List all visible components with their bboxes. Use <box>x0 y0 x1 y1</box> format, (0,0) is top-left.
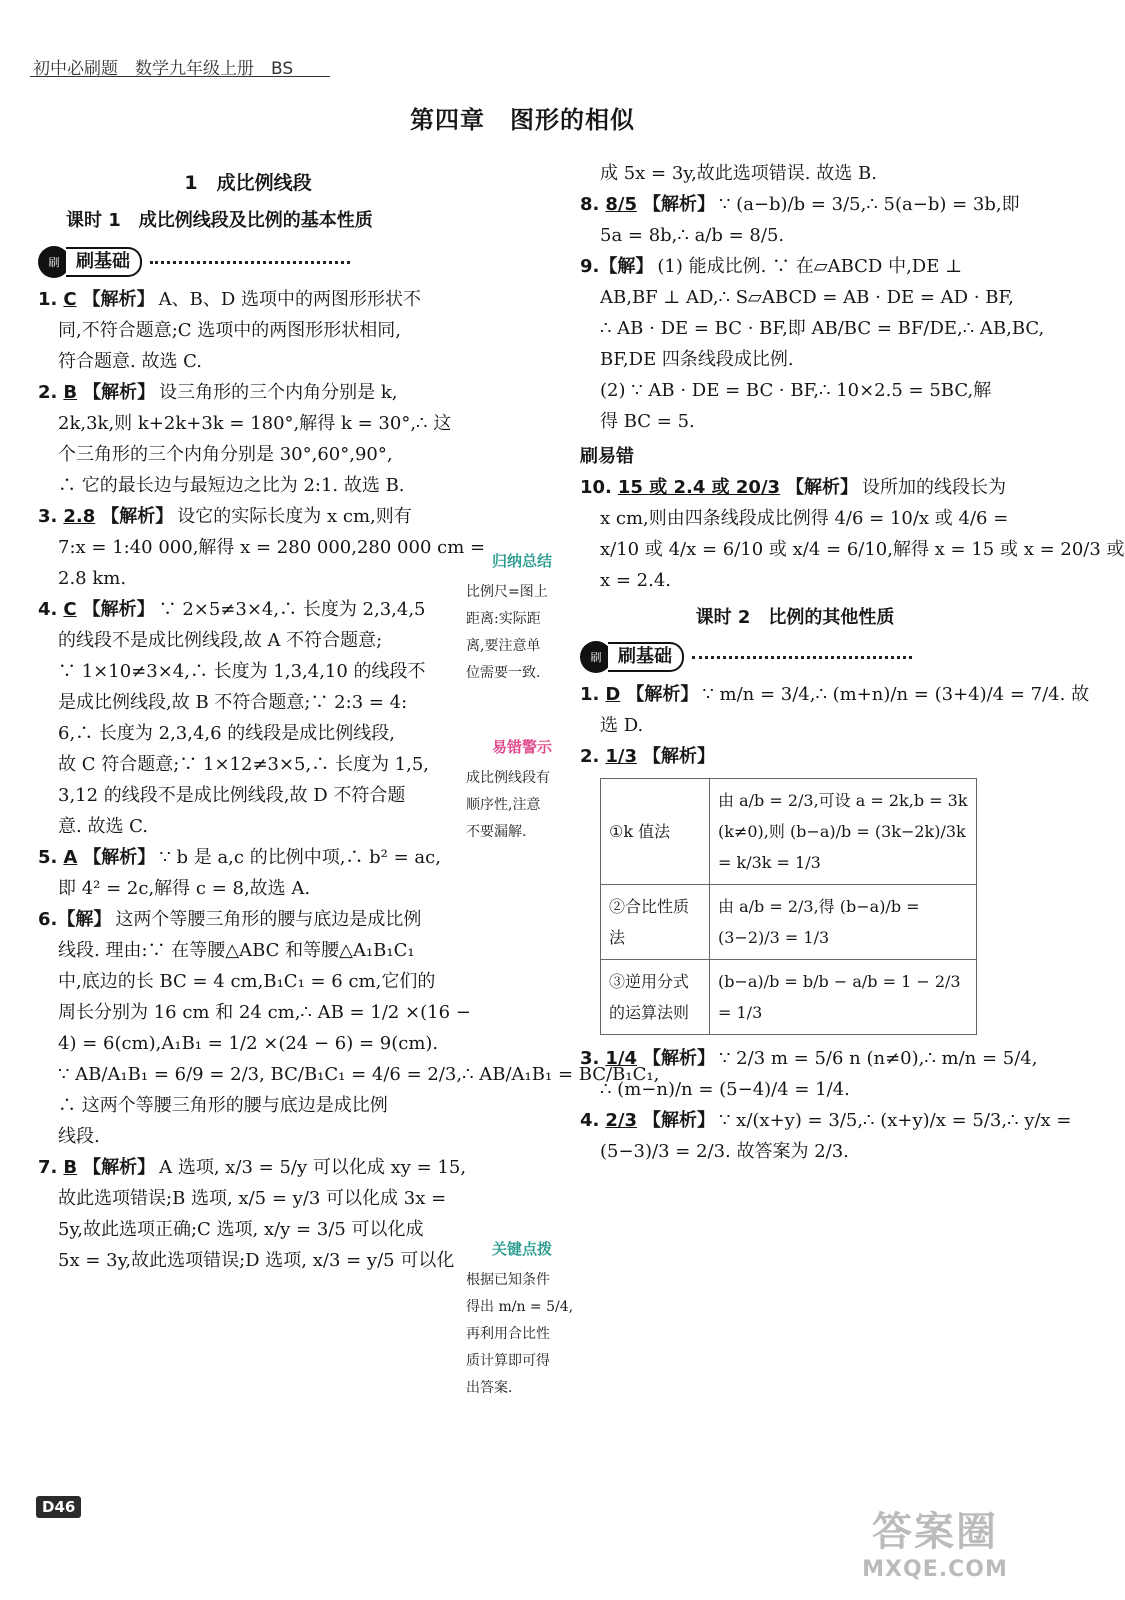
line-text: ∵ AB/A₁B₁ = 6/9 = 2/3, BC/B₁C₁ = 4/6 = 2/3,∴ AB/A₁B₁ = BC/B₁C₁, <box>58 1064 660 1085</box>
line-text: ∵ 2/3 m = 5/6 n (n≠0),∴ m/n = 5/4, <box>719 1048 1038 1069</box>
answer-choice: 8/5 <box>605 194 637 215</box>
method-name: ③逆用分式的运算法则 <box>601 960 710 1035</box>
answer-choice: D <box>605 684 621 705</box>
question-line <box>580 472 1010 503</box>
right-answers-b <box>580 472 1125 596</box>
answer-line <box>38 687 458 718</box>
line-text: 2.8 km. <box>58 568 127 589</box>
method-name: ①k 值法 <box>601 779 710 885</box>
answer-line <box>38 718 458 749</box>
question-number: 6. <box>38 909 58 930</box>
question-number: 2. <box>38 382 58 403</box>
answer-line <box>38 315 458 346</box>
answer-choice: C <box>63 599 77 620</box>
question-number: 4. <box>38 599 58 620</box>
answer-choice: A <box>63 847 78 868</box>
section-title: 1 成比例线段 <box>184 172 312 194</box>
question-number: 4. <box>580 1110 600 1131</box>
analysis-tag: 【解析】 <box>643 1048 715 1069</box>
question-line <box>580 741 1010 772</box>
watermark-url: MXQE.COM <box>862 1557 1008 1582</box>
answer-line <box>38 625 458 656</box>
line-text: 2k,3k,则 k+2k+3k = 180°,解得 k = 30°,∴ 这 <box>58 413 452 434</box>
line-text: 设它的实际长度为 x cm,则有 <box>177 506 412 527</box>
method-row <box>601 779 977 885</box>
line-text: ∵ (a−b)/b = 3/5,∴ 5(a−b) = 3b,即 <box>719 194 1020 215</box>
analysis-tag: 【解析】 <box>82 599 155 620</box>
badge-icon: 刷 <box>38 246 70 278</box>
side-note-line: 比例尺=图上 <box>466 584 548 600</box>
badge-label: 刷基础 <box>66 247 142 277</box>
right-answers-a <box>580 158 1045 437</box>
answer-line <box>38 563 458 594</box>
line-text: 线段. <box>58 1126 100 1147</box>
question-number: 7. <box>38 1157 58 1178</box>
side-note-line: 得出 m/n = 5/4, <box>466 1299 574 1315</box>
line-text: 周长分别为 16 cm 和 24 cm,∴ AB = 1/2 ×(16 − <box>58 1002 471 1023</box>
answer-line <box>38 1183 458 1214</box>
answer-line <box>38 935 458 966</box>
line-text: 同,不符合题意;C 选项中的两图形形状相同, <box>58 320 402 341</box>
line-text: AB,BF ⊥ AD,∴ S▱ABCD = AB · DE = AD · BF, <box>600 287 1014 308</box>
question-line <box>580 189 1020 220</box>
line-text: (2) ∵ AB · DE = BC · BF,∴ 10×2.5 = 5BC,解 <box>600 380 992 401</box>
question-number: 3. <box>38 506 58 527</box>
analysis-tag: 【解析】 <box>82 289 155 310</box>
line-text: 6,∴ 长度为 2,3,4,6 的线段是成比例线段, <box>58 723 396 744</box>
method-content: 由 a/b = 2/3,可设 a = 2k,b = 3k (k≠0),则 (b−a)/b = (3k−2k)/3k = k/3k = 1/3 <box>710 779 977 885</box>
analysis-tag: 【解析】 <box>83 382 156 403</box>
answer-line <box>38 780 458 811</box>
answer-line <box>38 470 458 501</box>
line-text: 的线段不是成比例线段,故 A 不符合题意; <box>58 630 383 651</box>
method-name: ②合比性质法 <box>601 885 710 960</box>
book-header: 初中必刷题 数学九年级上册 BS <box>33 59 294 79</box>
line-text: 设所加的线段长为 <box>862 477 1007 498</box>
side-note-line: 离,要注意单 <box>466 638 541 654</box>
side-note-title: 关键点拨 <box>491 1240 552 1258</box>
question-number: 9. <box>580 256 600 277</box>
line-text: ∴ AB · DE = BC · BF,即 AB/BC = BF/DE,∴ AB,BC, <box>600 318 1045 339</box>
dotted-rule <box>692 656 912 659</box>
answer-choice: 2/3 <box>605 1110 637 1131</box>
answer-line <box>38 1214 458 1245</box>
line-text: 故此选项错误;B 选项, x/5 = y/3 可以化成 3x = <box>58 1188 447 1209</box>
method-row <box>601 960 977 1035</box>
line-text: 得 BC = 5. <box>600 411 695 432</box>
answer-line <box>38 1059 660 1090</box>
line-text: ∵ m/n = 3/4,∴ (m+n)/n = (3+4)/4 = 7/4. 故 <box>702 684 1090 705</box>
analysis-tag: 【解析】 <box>83 1157 156 1178</box>
method-content: 由 a/b = 2/3,得 (b−a)/b = (3−2)/3 = 1/3 <box>710 885 977 960</box>
question-line <box>38 1152 467 1183</box>
question-line <box>38 904 458 935</box>
side-note-title: 易错警示 <box>491 738 552 756</box>
line-text: 线段. 理由:∵ 在等腰△ABC 和等腰△A₁B₁C₁ <box>58 940 415 961</box>
question-line <box>580 251 1010 282</box>
line-text: x/10 或 4/x = 6/10 或 x/4 = 6/10,解得 x = 15 或 x = 20/3 或 <box>600 539 1125 560</box>
line-text: 5x = 3y,故此选项错误;D 选项, x/3 = y/5 可以化 <box>58 1250 455 1271</box>
side-note-line: 出答案. <box>466 1380 513 1396</box>
answer-line <box>38 749 458 780</box>
side-note-line: 质计算即可得 <box>466 1353 550 1369</box>
line-text: ∵ x/(x+y) = 3/5,∴ (x+y)/x = 5/3,∴ y/x = <box>719 1110 1072 1131</box>
line-text: 5y,故此选项正确;C 选项, x/y = 3/5 可以化成 <box>58 1219 424 1240</box>
line-text: 选 D. <box>600 715 644 736</box>
answer-choice: 2.8 <box>63 506 96 527</box>
right-answers-d <box>580 1043 1072 1167</box>
answer-line <box>38 873 458 904</box>
question-number: 1. <box>38 289 58 310</box>
answer-line <box>580 1136 1010 1167</box>
line-text: ∴ 这两个等腰三角形的腰与底边是成比例 <box>58 1095 388 1116</box>
line-text: ∵ 2×5≠3×4,∴ 长度为 2,3,4,5 <box>158 599 426 620</box>
answer-line <box>580 158 1010 189</box>
analysis-tag: 【解析】 <box>83 847 156 868</box>
question-line <box>580 1043 1038 1074</box>
lesson-2-title: 课时 2 比例的其他性质 <box>695 607 895 628</box>
side-note-line: 根据已知条件 <box>466 1272 550 1288</box>
answer-choice: 1/3 <box>605 746 637 767</box>
side-note-line: 距离:实际距 <box>466 611 541 627</box>
line-text: ∵ b 是 a,c 的比例中项,∴ b² = ac, <box>159 847 441 868</box>
answer-line <box>580 534 1125 565</box>
line-text: ∴ (m−n)/n = (5−4)/4 = 1/4. <box>600 1079 850 1100</box>
line-text: BF,DE 四条线段成比例. <box>600 349 794 370</box>
side-note-summary <box>466 548 578 687</box>
watermark-logo <box>850 1500 1020 1582</box>
line-text: 符合题意. 故选 C. <box>58 351 203 372</box>
answer-line <box>580 503 1010 534</box>
answer-line <box>580 1074 1010 1105</box>
side-note-key <box>466 1236 578 1402</box>
line-text: 5a = 8b,∴ a/b = 8/5. <box>600 225 785 246</box>
basics-badge <box>38 246 350 278</box>
method-content: (b−a)/b = b/b − a/b = 1 − 2/3 = 1/3 <box>710 960 977 1035</box>
header-rule <box>30 76 330 77</box>
line-text: A、B、D 选项中的两图形形状不 <box>158 289 421 310</box>
analysis-tag: 【解】 <box>57 909 112 930</box>
analysis-tag: 【解析】 <box>786 477 859 498</box>
question-line <box>38 377 458 408</box>
line-text: x cm,则由四条线段成比例得 4/6 = 10/x 或 4/6 = <box>600 508 1009 529</box>
lesson-title: 课时 1 成比例线段及比例的基本性质 <box>66 210 373 231</box>
answer-line <box>580 282 1014 313</box>
line-text: 3,12 的线段不是成比例线段,故 D 不符合题 <box>58 785 406 806</box>
analysis-tag: 【解析】 <box>643 194 715 215</box>
question-number: 5. <box>38 847 58 868</box>
line-text: 设三角形的三个内角分别是 k, <box>159 382 398 403</box>
answer-line <box>38 997 471 1028</box>
answer-line <box>38 1090 458 1121</box>
badge-label: 刷基础 <box>608 642 684 672</box>
answer-line <box>38 346 458 377</box>
answer-line <box>38 811 458 842</box>
question-number: 2. <box>580 746 600 767</box>
line-text: A 选项, x/3 = 5/y 可以化成 xy = 15, <box>159 1157 467 1178</box>
right-answers-c <box>580 679 1090 772</box>
answer-line <box>580 406 1010 437</box>
answer-choice: C <box>63 289 77 310</box>
badge-icon: 刷 <box>580 641 612 673</box>
line-text: x = 2.4. <box>600 570 672 591</box>
question-line <box>38 594 458 625</box>
question-line <box>38 501 458 532</box>
line-text: (1) 能成比例. ∵ 在▱ABCD 中,DE ⊥ <box>657 256 963 277</box>
answer-line <box>38 532 486 563</box>
answer-choice: B <box>63 382 78 403</box>
side-note-line: 不要漏解. <box>466 824 527 840</box>
answer-line <box>38 1028 458 1059</box>
side-note-line: 位需要一致. <box>466 665 541 681</box>
analysis-tag: 【解析】 <box>643 746 715 767</box>
question-line <box>38 842 458 873</box>
watermark-big: 答案圈 <box>872 1509 998 1555</box>
analysis-tag: 【解】 <box>599 256 654 277</box>
line-text: 故 C 符合题意;∵ 1×12≠3×5,∴ 长度为 1,5, <box>58 754 430 775</box>
answer-line <box>38 656 458 687</box>
side-note-line: 成比例线段有 <box>466 770 550 786</box>
question-line <box>580 679 1090 710</box>
basics-badge-2 <box>580 641 912 673</box>
line-text: ∴ 它的最长边与最短边之比为 2:1. 故选 B. <box>58 475 405 496</box>
analysis-tag: 【解析】 <box>643 1110 715 1131</box>
line-text: 是成比例线段,故 B 不符合题意;∵ 2:3 = 4: <box>58 692 408 713</box>
question-line <box>38 284 458 315</box>
answer-line <box>38 1121 458 1152</box>
answer-choice: 1/4 <box>605 1048 637 1069</box>
methods-table <box>600 778 977 1035</box>
answer-line <box>580 565 1010 596</box>
line-text: 中,底边的长 BC = 4 cm,B₁C₁ = 6 cm,它们的 <box>58 971 436 992</box>
answer-line <box>580 710 1010 741</box>
question-number: 8. <box>580 194 600 215</box>
line-text: (5−3)/3 = 2/3. 故答案为 2/3. <box>600 1141 849 1162</box>
analysis-tag: 【解析】 <box>101 506 174 527</box>
line-text: 意. 故选 C. <box>58 816 149 837</box>
answer-line <box>38 439 458 470</box>
answer-choice: B <box>63 1157 78 1178</box>
answer-line <box>38 966 458 997</box>
question-number: 1. <box>580 684 600 705</box>
line-text: 即 4² = 2c,解得 c = 8,故选 A. <box>58 878 311 899</box>
line-text: 7:x = 1:40 000,解得 x = 280 000,280 000 cm = <box>58 537 486 558</box>
answer-choice: 15 或 2.4 或 20/3 <box>617 477 781 498</box>
line-text: ∵ 1×10≠3×4,∴ 长度为 1,3,4,10 的线段不 <box>58 661 426 682</box>
answer-line <box>580 313 1045 344</box>
question-number: 10. <box>580 477 612 498</box>
analysis-tag: 【解析】 <box>626 684 699 705</box>
line-text: 个三角形的三个内角分别是 30°,60°,90°, <box>58 444 393 465</box>
line-text: 4) = 6(cm),A₁B₁ = 1/2 ×(24 − 6) = 9(cm). <box>58 1033 439 1054</box>
side-note-warning <box>466 734 578 846</box>
answer-line <box>580 375 1010 406</box>
answer-line <box>38 1245 458 1276</box>
answer-line <box>580 220 1010 251</box>
answer-line <box>38 408 458 439</box>
side-note-line: 顺序性,注意 <box>466 797 541 813</box>
line-text: 成 5x = 3y,故此选项错误. 故选 B. <box>600 163 877 184</box>
error-section-label: 刷易错 <box>580 446 634 467</box>
dotted-rule <box>150 261 350 264</box>
page-number: D46 <box>36 1496 81 1518</box>
right-column <box>580 158 1125 1167</box>
side-note-line: 再利用合比性 <box>466 1326 550 1342</box>
question-number: 3. <box>580 1048 600 1069</box>
answer-line <box>580 344 1010 375</box>
question-line <box>580 1105 1072 1136</box>
method-row <box>601 885 977 960</box>
chapter-title: 第四章 图形的相似 <box>410 106 635 134</box>
side-note-title: 归纳总结 <box>491 552 552 570</box>
line-text: 这两个等腰三角形的腰与底边是成比例 <box>115 909 422 930</box>
